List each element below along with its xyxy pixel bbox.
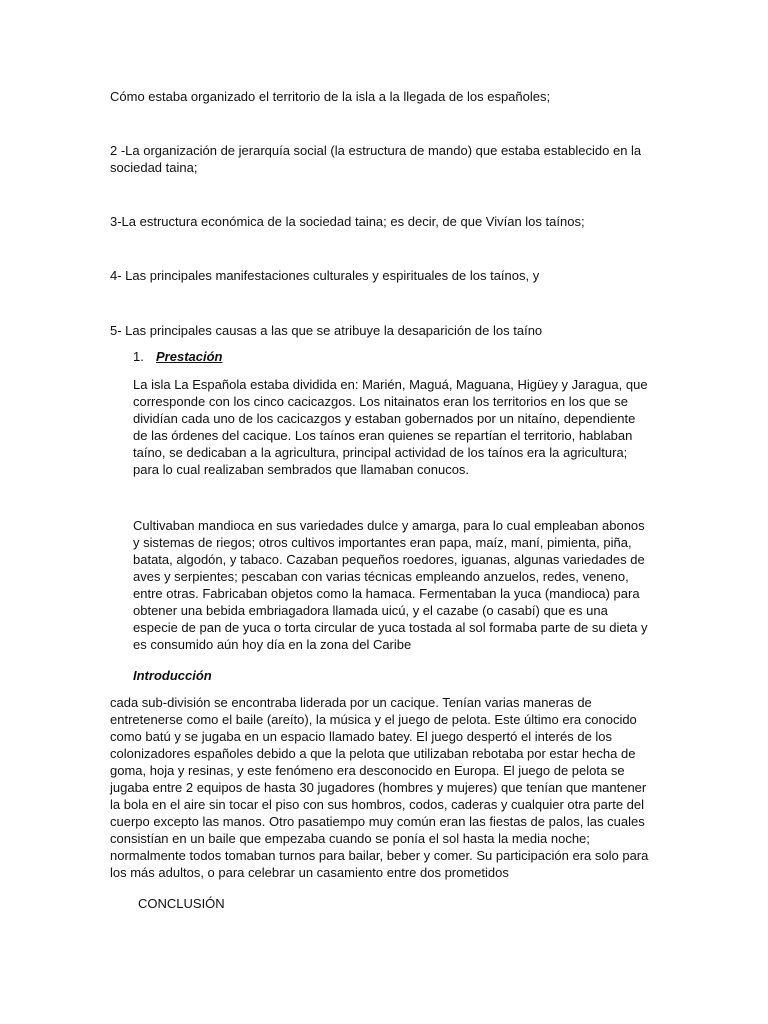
question-3: 3-La estructura económica de la sociedad taina; es decir, de que Vivían los taínos; xyxy=(110,214,585,229)
section-title-introduccion: Introducción xyxy=(133,668,212,683)
paragraph-culture: cada sub-división se encontraba liderada por un cacique. Tenían varias maneras de entretenerse como el baile (areíto), la música y el juego de pelota. Este último era conocido como batú y se jugaba en un espacio llamado batey. El juego despertó el interés de los colonizadores españoles debido a que la pelota que utilizaban rebotaba por estar hecha de goma, hoja y resinas, y este fenómeno era desconocido en Europa. El juego de pelota se jugaba entre 2 equipos de hasta 30 jugadores (hombres y mujeres) que tenían que mantener la bola en el aire sin tocar el piso con sus hombros, codos, caderas y cualquier otra parte del cuerpo excepto las manos. Otro pasatiempo muy común eran las fiestas de palos, las cuales consistían en un baile que empezaba cuando se ponía el sol hasta la media noche; normalmente todos tomaban turnos para bailar, beber y comer. Su participación era solo para los más adultos, o para celebrar un casamiento entre dos prometidos xyxy=(110,695,649,880)
numbered-heading xyxy=(133,348,222,365)
section-title-conclusion: CONCLUSIÓN xyxy=(138,896,225,911)
question-2: 2 -La organización de jerarquía social (la estructura de mando) que estaba establecido en la sociedad taina; xyxy=(110,143,642,175)
question-5: 5- Las principales causas a las que se atribuye la desaparición de los taíno xyxy=(110,323,543,338)
list-number: 1. xyxy=(133,349,144,364)
question-1: Cómo estaba organizado el territorio de la isla a la llegada de los españoles; xyxy=(110,89,551,104)
paragraph-territory: La isla La Española estaba dividida en: Marién, Maguá, Maguana, Higüey y Jaragua, que corresponde con los cinco cacicazgos. Los nitainatos eran los territorios en los que se dividían cada uno de los cacicazgos y estaban gobernados por un nitaíno, dependiente de las órdenes del cacique. Los taínos eran quienes se repartían el territorio, hablaban taíno, se dedicaban a la agricultura, principal actividad de los taínos era la agricultura; para lo cual realizaban sembrados que llamaban conucos. xyxy=(133,377,648,477)
paragraph-economy: Cultivaban mandioca en sus variedades dulce y amarga, para lo cual empleaban abonos y sistemas de riegos; otros cultivos importantes eran papa, maíz, maní, pimienta, piña, batata, algodón, y tabaco. Cazaban pequeños roedores, iguanas, algunas variedades de aves y serpientes; pescaban con varias técnicas empleando anzuelos, redes, veneno, entre otras. Fabricaban objetos como la hamaca. Fermentaban la yuca (mandioca) para obtener una bebida embriagadora llamada uicú, y el cazabe (o casabí) que es una especie de pan de yuca o torta circular de yuca tostada al sol formaba parte de su dieta y es consumido aún hoy día en la zona del Caribe xyxy=(133,518,648,652)
question-4: 4- Las principales manifestaciones culturales y espirituales de los taínos, y xyxy=(110,268,540,283)
section-title-prestacion: Prestación xyxy=(156,349,223,364)
